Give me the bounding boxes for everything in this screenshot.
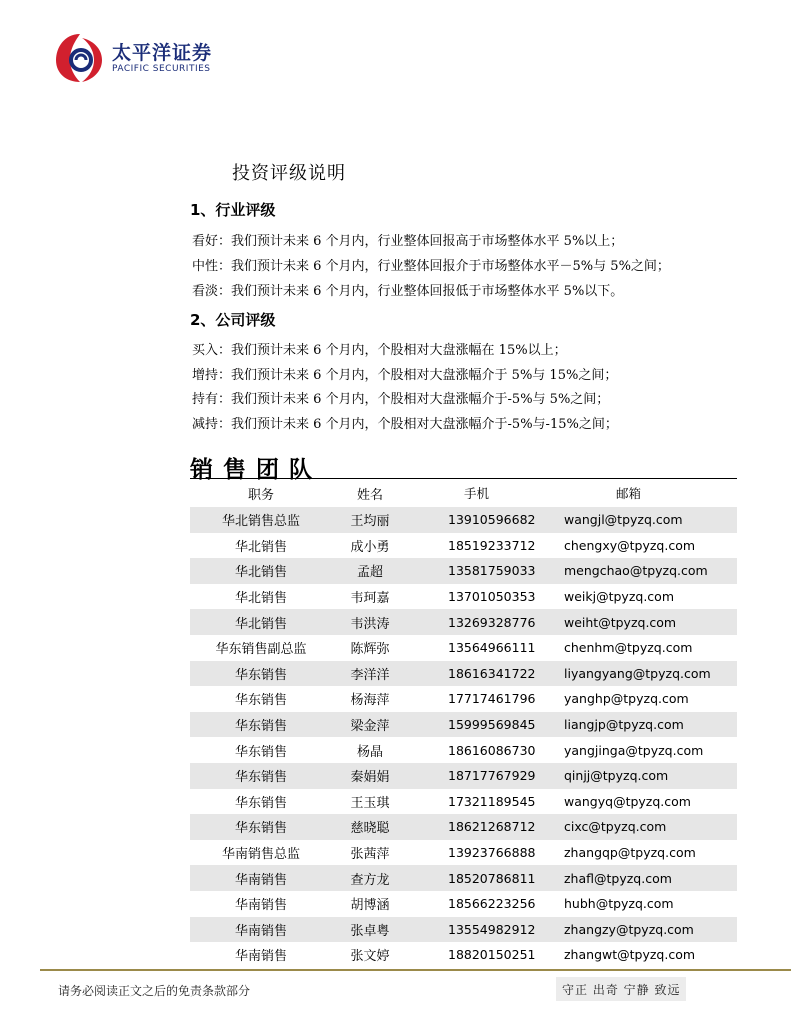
- company-rating-line: 持有：我们预计未来 6 个月内，个股相对大盘涨幅介于-5%与 5%之间；: [192, 392, 610, 407]
- pacific-securities-emblem-icon: [52, 30, 108, 86]
- cell-role: 华东销售: [190, 814, 332, 840]
- cell-email[interactable]: yangjinga@tpyzq.com: [564, 742, 704, 758]
- table-row: [190, 942, 737, 968]
- table-row: [190, 533, 737, 559]
- cell-email[interactable]: mengchao@tpyzq.com: [556, 558, 737, 584]
- cell-name: 韦洪涛: [332, 609, 416, 635]
- cell-role: 华东销售: [234, 744, 287, 760]
- cell-name: 成小勇: [350, 539, 390, 555]
- cell-role: 华东销售: [234, 693, 287, 709]
- header-email: 邮箱: [616, 486, 642, 501]
- cell-role: 华东销售副总监: [215, 642, 307, 658]
- table-row: [190, 609, 737, 635]
- header-name: 姓名: [356, 487, 383, 503]
- cell-phone: 18616086730: [448, 742, 536, 758]
- cell-phone: 13564966111: [448, 640, 536, 656]
- sales-team-rows: [190, 507, 737, 968]
- cell-email[interactable]: chenhm@tpyzq.com: [564, 640, 693, 656]
- cell-email[interactable]: zhangqp@tpyzq.com: [564, 845, 696, 861]
- cell-role: 华东销售: [234, 795, 287, 811]
- cell-name: 陈辉弥: [350, 642, 390, 658]
- sales-team-title: 销售团队: [190, 457, 322, 483]
- table-row: [190, 891, 737, 917]
- cell-email[interactable]: zhangzy@tpyzq.com: [556, 917, 737, 943]
- cell-name: 张卓粤: [332, 917, 416, 943]
- cell-phone: 17321189545: [448, 793, 536, 809]
- footer-motto: 守正 出奇 宁静 致远: [556, 977, 686, 1001]
- header-phone: 手机: [464, 486, 490, 501]
- table-row: [190, 661, 737, 687]
- cell-email[interactable]: qinjj@tpyzq.com: [556, 763, 737, 789]
- table-row: [190, 840, 737, 866]
- table-row: [190, 584, 737, 610]
- cell-role: 华南销售: [190, 917, 332, 943]
- cell-role: 华北销售: [190, 609, 332, 635]
- cell-email[interactable]: wangjl@tpyzq.com: [556, 507, 737, 533]
- cell-name: 张茜萍: [350, 847, 390, 863]
- brand-name-en: PACIFIC SECURITIES: [112, 64, 211, 74]
- cell-email[interactable]: cixc@tpyzq.com: [556, 814, 737, 840]
- table-header-row: [190, 479, 737, 507]
- industry-rating-heading: 1、行业评级: [190, 201, 276, 219]
- header-role: 职务: [247, 487, 274, 503]
- cell-name: 查方龙: [332, 865, 416, 891]
- cell-phone: 13923766888: [448, 845, 536, 861]
- cell-email[interactable]: zhangwt@tpyzq.com: [564, 947, 696, 963]
- cell-role: 华东销售: [190, 763, 332, 789]
- cell-email[interactable]: zhafl@tpyzq.com: [556, 865, 737, 891]
- table-row: [190, 763, 737, 789]
- table-row: [190, 789, 737, 815]
- cell-name: 慈晓聪: [332, 814, 416, 840]
- cell-name: 孟超: [332, 558, 416, 584]
- table-row: [190, 865, 737, 891]
- cell-phone: 13269328776: [416, 609, 556, 635]
- cell-role: 华东销售: [190, 661, 332, 687]
- cell-email[interactable]: chengxy@tpyzq.com: [564, 537, 696, 553]
- cell-phone: 17717461796: [448, 691, 536, 707]
- cell-phone: 18566223256: [448, 896, 536, 912]
- sales-team-table-wrap: [190, 478, 737, 968]
- cell-email[interactable]: liangjp@tpyzq.com: [556, 712, 737, 738]
- company-logo: [52, 30, 222, 100]
- industry-rating-line: 看好：我们预计未来 6 个月内，行业整体回报高于市场整体水平 5%以上；: [192, 234, 624, 249]
- cell-phone: 18820150251: [448, 947, 536, 963]
- cell-email[interactable]: hubh@tpyzq.com: [564, 896, 674, 912]
- cell-phone: 13910596682: [416, 507, 556, 533]
- cell-phone: 13581759033: [416, 558, 556, 584]
- cell-email[interactable]: weikj@tpyzq.com: [564, 589, 674, 605]
- cell-name: 胡博涵: [350, 898, 390, 914]
- cell-phone: 13554982912: [416, 917, 556, 943]
- table-row: [190, 712, 737, 738]
- cell-name: 李洋洋: [332, 661, 416, 687]
- cell-email[interactable]: weiht@tpyzq.com: [556, 609, 737, 635]
- table-row: [190, 558, 737, 584]
- company-rating-line: 买入：我们预计未来 6 个月内，个股相对大盘涨幅在 15%以上；: [192, 343, 567, 358]
- cell-role: 华南销售: [190, 865, 332, 891]
- cell-name: 梁金萍: [332, 712, 416, 738]
- sales-team-table: [190, 479, 737, 968]
- cell-role: 华北销售总监: [190, 507, 332, 533]
- cell-name: 杨海萍: [350, 693, 390, 709]
- cell-phone: 18616341722: [416, 661, 556, 687]
- cell-name: 王均丽: [332, 507, 416, 533]
- cell-name: 秦娟娟: [332, 763, 416, 789]
- cell-role: 华北销售: [190, 558, 332, 584]
- cell-phone: 18520786811: [416, 865, 556, 891]
- rating-title: 投资评级说明: [232, 163, 346, 184]
- cell-name: 韦珂嘉: [350, 591, 390, 607]
- cell-role: 华北销售: [234, 591, 287, 607]
- cell-name: 王玉琪: [350, 795, 390, 811]
- brand-name-cn: 太平洋证券: [112, 42, 213, 64]
- industry-rating-line: 看淡：我们预计未来 6 个月内，行业整体回报低于市场整体水平 5%以下。: [192, 284, 624, 299]
- cell-role: 华东销售: [190, 712, 332, 738]
- company-rating-line: 减持：我们预计未来 6 个月内，个股相对大盘涨幅介于-5%与-15%之间；: [192, 417, 618, 432]
- cell-phone: 18717767929: [416, 763, 556, 789]
- table-row: [190, 635, 737, 661]
- industry-rating-line: 中性：我们预计未来 6 个月内，行业整体回报介于市场整体水平－5%与 5%之间；: [192, 259, 670, 274]
- cell-phone: 15999569845: [416, 712, 556, 738]
- cell-phone: 18621268712: [416, 814, 556, 840]
- cell-role: 华北销售: [234, 539, 287, 555]
- footer-rule: [40, 969, 791, 971]
- table-row: [190, 686, 737, 712]
- cell-email[interactable]: liyangyang@tpyzq.com: [556, 661, 737, 687]
- cell-email[interactable]: wangyq@tpyzq.com: [564, 793, 691, 809]
- cell-phone: 18519233712: [448, 537, 536, 553]
- cell-role: 华南销售: [234, 949, 287, 965]
- cell-name: 张文婷: [350, 949, 390, 965]
- table-row: [190, 917, 737, 943]
- cell-email[interactable]: yanghp@tpyzq.com: [564, 691, 689, 707]
- table-row: [190, 507, 737, 533]
- cell-role: 华南销售总监: [221, 847, 300, 863]
- cell-phone: 13701050353: [448, 589, 536, 605]
- cell-role: 华南销售: [234, 898, 287, 914]
- table-row: [190, 814, 737, 840]
- company-rating-line: 增持：我们预计未来 6 个月内，个股相对大盘涨幅介于 5%与 15%之间；: [192, 368, 618, 383]
- footer-disclaimer: 请务必阅读正文之后的免责条款部分: [58, 984, 251, 998]
- company-rating-heading: 2、公司评级: [190, 311, 276, 329]
- cell-name: 杨晶: [356, 744, 383, 760]
- table-row: [190, 737, 737, 763]
